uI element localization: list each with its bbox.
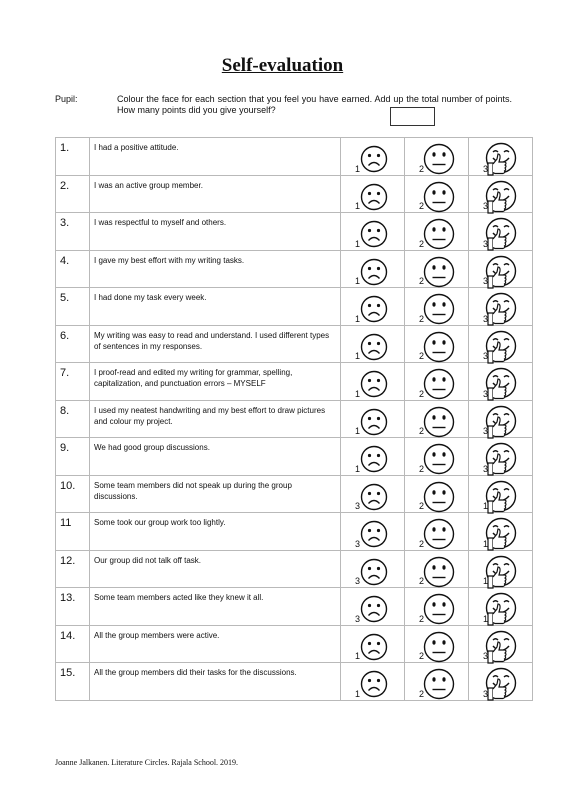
sad-face-icon[interactable] (360, 220, 388, 253)
item-number: 5. (56, 288, 90, 326)
table-row (56, 138, 533, 176)
sad-points: 1 (355, 163, 361, 174)
item-number: 1. (56, 138, 90, 176)
sad-face-icon[interactable] (360, 595, 388, 628)
neutral-points: 2 (419, 688, 425, 699)
happy-face-cell[interactable] (469, 475, 533, 513)
neutral-points: 2 (419, 651, 425, 661)
happy-points: 3 (483, 426, 489, 436)
sad-face-cell[interactable] (341, 588, 405, 626)
neutral-face-cell[interactable] (405, 250, 469, 288)
neutral-points: 2 (419, 501, 425, 511)
total-points-box[interactable] (390, 107, 435, 126)
neutral-points: 2 (419, 201, 425, 211)
table-row (56, 625, 533, 663)
sad-points: 1 (355, 238, 361, 249)
neutral-points: 2 (419, 276, 425, 286)
neutral-points: 2 (419, 426, 425, 436)
happy-face-cell[interactable] (469, 175, 533, 213)
happy-face-cell[interactable] (469, 138, 533, 176)
statement-text: All the group members were active. (90, 625, 341, 663)
happy-points: 3 (483, 238, 489, 249)
sad-face-icon[interactable] (360, 183, 388, 216)
sad-face-cell[interactable] (341, 250, 405, 288)
sad-points: 1 (355, 313, 361, 324)
sad-face-cell[interactable] (341, 175, 405, 213)
sad-face-cell[interactable] (341, 625, 405, 663)
thumbs-up-smiley-icon[interactable] (483, 667, 519, 706)
neutral-face-cell[interactable] (405, 363, 469, 401)
item-number: 2. (56, 175, 90, 213)
sad-face-cell[interactable] (341, 138, 405, 176)
sad-face-icon[interactable] (360, 408, 388, 441)
sad-face-cell[interactable] (341, 475, 405, 513)
neutral-face-cell[interactable] (405, 550, 469, 588)
sad-face-cell[interactable] (341, 438, 405, 476)
pupil-label: Pupil: (55, 94, 78, 104)
happy-points: 1 (483, 501, 489, 511)
happy-face-cell[interactable] (469, 588, 533, 626)
sad-points: 1 (355, 388, 361, 399)
happy-points: 3 (483, 463, 489, 474)
sad-face-cell[interactable] (341, 513, 405, 551)
sad-face-icon[interactable] (360, 145, 388, 178)
table-row (56, 213, 533, 251)
item-number: 4. (56, 250, 90, 288)
neutral-face-cell[interactable] (405, 288, 469, 326)
neutral-points: 2 (419, 351, 425, 361)
neutral-points: 2 (419, 163, 425, 174)
statement-text: I gave my best effort with my writing tasks. (90, 250, 341, 288)
statement-text: My writing was easy to read and understand. I used different types of sentences in my responses. (90, 325, 341, 363)
neutral-points: 2 (419, 313, 425, 324)
sad-points: 1 (355, 688, 361, 699)
sad-face-icon[interactable] (360, 558, 388, 591)
item-number: 14. (56, 625, 90, 663)
sad-points: 3 (355, 613, 361, 624)
table-row (56, 513, 533, 551)
happy-face-cell[interactable] (469, 288, 533, 326)
sad-points: 3 (355, 576, 361, 586)
statement-text: Our group did not talk off task. (90, 550, 341, 588)
sad-points: 3 (355, 501, 361, 511)
page-title: Self-evaluation (221, 55, 344, 76)
happy-face-cell[interactable] (469, 513, 533, 551)
table-row (56, 475, 533, 513)
neutral-points: 2 (419, 613, 425, 624)
item-number: 9. (56, 438, 90, 476)
happy-face-cell[interactable] (469, 250, 533, 288)
statement-text: I was an active group member. (90, 175, 341, 213)
instructions: Colour the face for each section that you feel you have earned. Add up the total number of points. How many points did you give yourself? (117, 94, 512, 115)
happy-face-cell[interactable] (469, 438, 533, 476)
sad-points: 1 (355, 201, 361, 211)
sad-face-icon[interactable] (360, 483, 388, 516)
neutral-face-cell[interactable] (405, 588, 469, 626)
table-row (56, 325, 533, 363)
happy-points: 3 (483, 163, 489, 174)
item-number: 11 (56, 513, 90, 551)
neutral-face-icon[interactable] (423, 668, 455, 705)
sad-points: 3 (355, 538, 361, 549)
neutral-points: 2 (419, 538, 425, 549)
sad-face-cell[interactable] (341, 363, 405, 401)
table-row (56, 363, 533, 401)
sad-points: 1 (355, 351, 361, 361)
neutral-points: 2 (419, 388, 425, 399)
happy-points: 3 (483, 276, 489, 286)
happy-points: 3 (483, 201, 489, 211)
sad-face-icon[interactable] (360, 445, 388, 478)
statement-text: I had done my task every week. (90, 288, 341, 326)
item-number: 3. (56, 213, 90, 251)
table-row (56, 438, 533, 476)
statement-text: I was respectful to myself and others. (90, 213, 341, 251)
statement-text: I proof-read and edited my writing for grammar, spelling, capitalization, and punctuation errors – MYSELF (90, 363, 341, 401)
sad-points: 1 (355, 651, 361, 661)
happy-points: 1 (483, 576, 489, 586)
happy-points: 1 (483, 538, 489, 549)
sad-face-icon[interactable] (360, 295, 388, 328)
happy-face-cell[interactable] (469, 213, 533, 251)
item-number: 6. (56, 325, 90, 363)
evaluation-table (55, 137, 533, 701)
statement-text: All the group members did their tasks for the discussions. (90, 663, 341, 701)
sad-points: 1 (355, 276, 361, 286)
item-number: 10. (56, 475, 90, 513)
neutral-face-cell[interactable] (405, 475, 469, 513)
happy-points: 1 (483, 613, 489, 624)
neutral-face-cell[interactable] (405, 663, 469, 701)
table-row (56, 175, 533, 213)
neutral-face-cell[interactable] (405, 438, 469, 476)
neutral-face-cell[interactable] (405, 325, 469, 363)
neutral-face-cell[interactable] (405, 175, 469, 213)
sad-face-cell[interactable] (341, 663, 405, 701)
sad-face-icon[interactable] (360, 670, 388, 703)
neutral-points: 2 (419, 463, 425, 474)
happy-face-cell[interactable] (469, 400, 533, 438)
item-number: 7. (56, 363, 90, 401)
neutral-points: 2 (419, 238, 425, 249)
item-number: 12. (56, 550, 90, 588)
sad-face-cell[interactable] (341, 288, 405, 326)
table-row (56, 400, 533, 438)
sad-face-cell[interactable] (341, 400, 405, 438)
table-row (56, 588, 533, 626)
happy-face-cell[interactable] (469, 550, 533, 588)
neutral-face-cell[interactable] (405, 625, 469, 663)
neutral-face-cell[interactable] (405, 138, 469, 176)
item-number: 8. (56, 400, 90, 438)
statement-text: We had good group discussions. (90, 438, 341, 476)
statement-text: Some team members did not speak up during the group discussions. (90, 475, 341, 513)
sad-face-cell[interactable] (341, 213, 405, 251)
table-row (56, 288, 533, 326)
statement-text: Some took our group work too lightly. (90, 513, 341, 551)
statement-text: Some team members acted like they knew it all. (90, 588, 341, 626)
table-row (56, 250, 533, 288)
sad-face-icon[interactable] (360, 633, 388, 666)
statement-text: I had a positive attitude. (90, 138, 341, 176)
happy-face-cell[interactable] (469, 325, 533, 363)
happy-points: 3 (483, 313, 489, 324)
item-number: 15. (56, 663, 90, 701)
happy-points: 3 (483, 351, 489, 361)
sad-points: 1 (355, 426, 361, 436)
neutral-face-cell[interactable] (405, 213, 469, 251)
sad-face-cell[interactable] (341, 325, 405, 363)
sad-face-icon[interactable] (360, 258, 388, 291)
sad-points: 1 (355, 463, 361, 474)
neutral-face-cell[interactable] (405, 513, 469, 551)
happy-points: 3 (483, 388, 489, 399)
neutral-face-cell[interactable] (405, 400, 469, 438)
sad-face-icon[interactable] (360, 520, 388, 553)
sad-face-icon[interactable] (360, 333, 388, 366)
table-row (56, 550, 533, 588)
happy-face-cell[interactable] (469, 625, 533, 663)
happy-points: 3 (483, 688, 489, 699)
happy-points: 3 (483, 651, 489, 661)
table-row (56, 663, 533, 701)
happy-face-cell[interactable] (469, 663, 533, 701)
happy-face-cell[interactable] (469, 363, 533, 401)
sad-face-cell[interactable] (341, 550, 405, 588)
neutral-points: 2 (419, 576, 425, 586)
statement-text: I used my neatest handwriting and my best effort to draw pictures and colour my project. (90, 400, 341, 438)
item-number: 13. (56, 588, 90, 626)
sad-face-icon[interactable] (360, 370, 388, 403)
footer-credit: Joanne Jalkanen. Literature Circles. Rajala School. 2019. (55, 758, 239, 767)
